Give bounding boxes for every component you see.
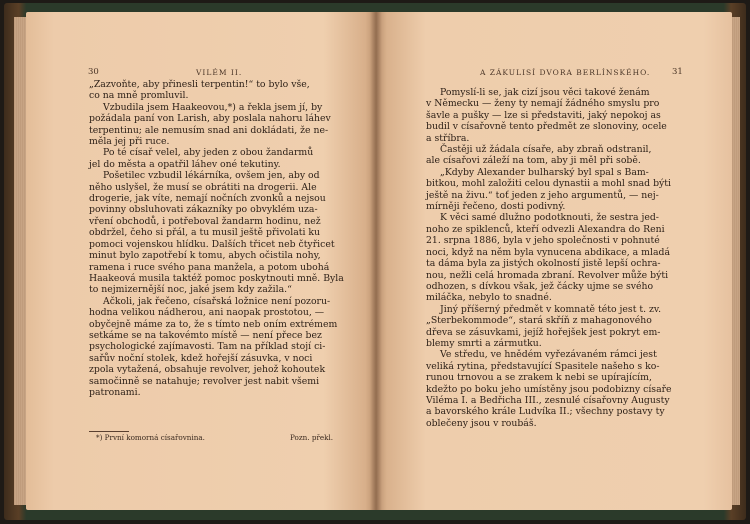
footnote-rule (89, 431, 129, 432)
text-line: dřeva se zásuvkami, jejíž hořejšek jest pokryt em- (426, 326, 661, 338)
left-page (26, 12, 376, 510)
text-line: runou trnovou a se zrakem k nebi se upírajícím, (426, 372, 652, 384)
text-line: měla jej při ruce. (89, 136, 170, 148)
text-line: veliká rytina, představující Spasitele našeho s ko- (426, 360, 660, 372)
text-line: povinny obsluhovati zákazníky po obvyklém uza- (89, 204, 318, 216)
text-line: „Kdyby Alexander bulharský byl spal s Bam- (440, 166, 649, 178)
text-line: požádala paní von Larish, aby poslala nahoru láhev (89, 113, 331, 125)
text-line: patronami. (89, 386, 141, 398)
text-line: miláčka, nebylo to snadné. (426, 292, 552, 304)
text-line: šavle a pušky — lze si představiti, jaký nepokoj as (426, 109, 661, 121)
text-line: ta dáma byla za jistých okolností jistě lepší ochra- (426, 258, 661, 270)
text-line: kdežto po boku jeho umístěny jsou podobizny císaře (426, 383, 672, 395)
text-line: obyčejně máme za to, že s tímto neb oním extrémem (89, 318, 338, 330)
text-line: „Zazvoňte, aby přinesli terpentin!“ to bylo vše, (89, 79, 310, 90)
text-line: něho uslyšel, že musí se obrátiti na drogerii. Ale (89, 181, 317, 193)
text-line: samočinně se natahuje; revolver jest nabit všemi (89, 375, 320, 387)
text-line: a bavorského krále Ludvíka II.; všechny postavy ty (426, 406, 665, 418)
text-line: noho ze spiklenců, kteří odvezli Alexandra do Reni (426, 223, 665, 235)
text-line: pomoci vojenskou hlídku. Dalších třicet neb čtyřicet (89, 238, 335, 250)
text-line: bitkou, mohl založiti celou dynastii a mohl snad býti (426, 178, 671, 190)
right-body-text (426, 87, 688, 429)
text-line: Haakeová musila taktéž pomoc poskytnouti mně. Byla (89, 272, 344, 284)
text-line: a stříbra. (426, 132, 470, 144)
right-running-head: A ZÁKULISÍ DVORA BERLÍNSKÉHO. (480, 68, 651, 77)
text-line: K věci samé dlužno podotknouti, že sestra jed- (440, 212, 659, 224)
text-line: sařův noční stolek, kdež hořejší zásuvka, v noci (89, 352, 313, 364)
text-line: Vzbudila jsem Haakeovou,*) a řekla jsem jí, by (103, 101, 323, 113)
left-body-text (89, 79, 351, 398)
text-line: Ve středu, ve hnědém vyřezávaném rámci jest (440, 349, 657, 361)
text-line: Ačkoli, jak řečeno, císařská ložnice není pozoru- (103, 295, 331, 307)
text-line: psychologické zajímavosti. Tam na příklad stojí ci- (89, 341, 326, 353)
text-line: Pomyslí-li se, jak cizí jsou věci takové ženám (440, 87, 650, 98)
text-line: Pošetilec vzbudil lékárníka, ovšem jen, aby od (103, 170, 320, 182)
text-line: budil v císařovně tento předmět ze slonoviny, ocele (426, 121, 667, 133)
text-line: blemy smrti a zármutku. (426, 337, 542, 349)
text-line: hodna velikou nádherou, ani naopak prostotou, — (89, 307, 325, 319)
text-line: Viléma I. a Bedřicha III., zesnulé císařovny Augusty (426, 394, 670, 406)
text-line: vření obchodů, i potřeboval žandarm hodinu, než (89, 215, 321, 227)
text-line: mírněji řečeno, dosti podivný. (426, 201, 566, 213)
text-line: co na mně promluvil. (89, 90, 189, 102)
text-line: nou, nežli celá hromada zbraní. Revolver může býti (426, 269, 669, 281)
text-line: Častěji už žádala císaře, aby zbraň odstranil, (440, 144, 652, 156)
text-line: v Německu — ženy ty nemají žádného smyslu pro (426, 98, 660, 110)
book (4, 3, 746, 520)
right-page-number: 31 (672, 67, 683, 77)
text-line: oblečeny jsou v roubáš. (426, 417, 537, 429)
left-running-head: VILÉM II. (196, 68, 243, 77)
text-line: jel do města a opatřil láhev oné tekutiny. (89, 158, 281, 170)
text-line: terpentinu; ale nemusím snad ani dokládati, že ne- (89, 124, 329, 136)
text-line: zpola vytažená, obsahuje revolver, jehož kohoutek (89, 364, 326, 376)
text-line: „Sterbekommode“, stará skříň z mahagonového (426, 315, 652, 327)
text-line: odhozen, s dívkou však, jež čácky ujme se svého (426, 280, 654, 292)
text-line: ale císařovi záleží na tom, aby ji měl při sobě. (426, 155, 641, 167)
text-line: 21. srpna 1886, byla v jeho společnosti v pohnuté (426, 235, 660, 247)
text-line: Jiný příšerný předmět v komnatě této jest t. zv. (440, 303, 662, 315)
left-page-number: 30 (88, 67, 99, 77)
text-line: setkáme se na takovémto místě — není přece bez (89, 329, 322, 341)
text-line: noci, když na něm byla vynucena abdikace, a mladá (426, 246, 670, 258)
footnote-text: *) První komorná císařovnina. (96, 433, 205, 442)
text-line: minut bylo zapotřebí k tomu, abych očistila nohy, (89, 250, 321, 262)
text-line: drogerie, jak víte, nemají nočních zvonků a nejsou (89, 193, 326, 205)
book-gutter (370, 12, 382, 510)
footnote-attribution: Pozn. překl. (290, 433, 334, 442)
text-line: Po té císař velel, aby jeden z obou žandarmů (103, 147, 314, 159)
right-page (376, 12, 732, 510)
text-line: ještě na živu.“ toť jeden z jeho argumentů, — nej- (426, 189, 659, 201)
text-line: ramena i ruce svého pana manžela, a potom ubohá (89, 261, 330, 273)
text-line: to nejmizernější noc, jaké jsem kdy zažila.“ (89, 284, 292, 296)
text-line: obdržel, čeho si přál, a tu musil ještě přivolati ku (89, 227, 321, 239)
